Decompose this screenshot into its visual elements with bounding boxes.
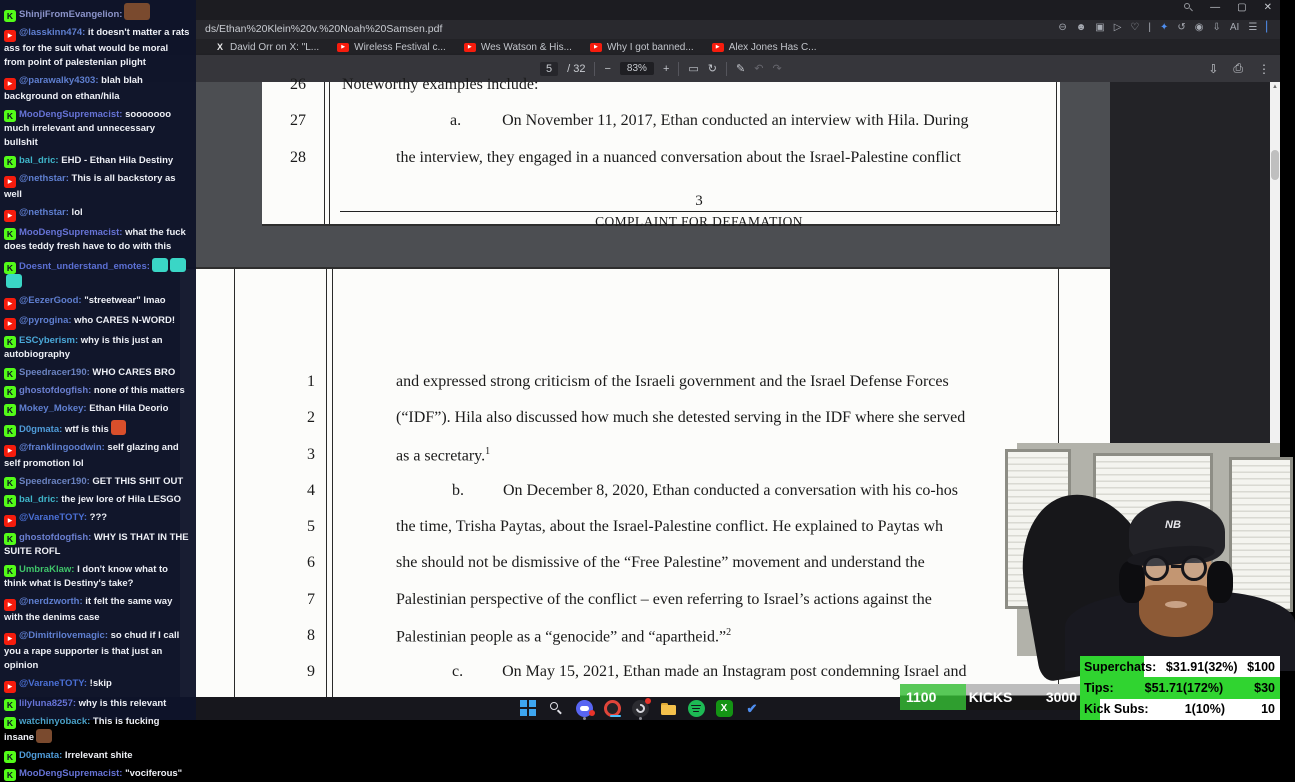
- tab-search-icon[interactable]: [1184, 3, 1193, 12]
- chat-text: I don't know what to think what is Destiny's take?: [4, 564, 168, 589]
- bookmark-label: Alex Jones Has C...: [728, 41, 817, 53]
- chat-message[interactable]: [4, 26, 191, 70]
- stat-value: 1(10%): [1184, 702, 1225, 717]
- document-text: Noteworthy examples include:: [342, 76, 539, 93]
- bookmark-item[interactable]: [712, 42, 817, 53]
- kick-badge-icon: K: [4, 699, 16, 711]
- extension-icon[interactable]: ☰: [1248, 22, 1258, 33]
- bookmark-item[interactable]: [215, 42, 319, 53]
- document-line: [396, 149, 961, 167]
- chat-text: blah blah background on ethan/hila: [4, 75, 143, 102]
- chat-username[interactable]: @franklingoodwin:: [19, 442, 105, 453]
- zoom-level[interactable]: 83%: [620, 62, 654, 75]
- chat-username[interactable]: ShinjiFromEvangelion:: [19, 9, 123, 20]
- chat-text: the jew lore of Hila LESGO: [58, 494, 182, 505]
- line-number: 6: [307, 554, 315, 571]
- folder-icon[interactable]: [660, 700, 677, 717]
- chat-text: what the fuck does teddy fresh have to do with this: [4, 227, 186, 252]
- chat-username[interactable]: @VaraneTOTY:: [19, 512, 88, 523]
- document-text: On December 8, 2020, Ethan conducted a conversation with his co-hos: [503, 482, 958, 499]
- document-text: On November 11, 2017, Ethan conducted an interview with Hila. During: [502, 112, 969, 129]
- document-footer-title: COMPLAINT FOR DEFAMATION: [595, 214, 803, 229]
- line-number: 2: [307, 409, 315, 426]
- chat-text: This is all backstory as well: [4, 173, 176, 200]
- kick-badge-icon: K: [4, 495, 16, 507]
- x-favicon-icon: X: [216, 42, 223, 52]
- bookmark-label: Wireless Festival c...: [354, 41, 446, 53]
- kick-badge-icon: K: [4, 751, 16, 763]
- cap-logo: NB: [1165, 519, 1181, 531]
- chat-message[interactable]: [4, 493, 191, 507]
- scrollbar-thumb[interactable]: [1271, 150, 1279, 180]
- chat-emote-icon[interactable]: [152, 258, 168, 272]
- chat-message[interactable]: [4, 420, 191, 437]
- chat-emote-icon[interactable]: [170, 258, 186, 272]
- chat-message[interactable]: [4, 595, 191, 625]
- chat-text: EHD - Ethan Hila Destiny: [58, 155, 174, 166]
- obs-icon[interactable]: [632, 700, 649, 717]
- kick-badge-icon: K: [4, 110, 16, 122]
- stat-row: [1080, 677, 1280, 698]
- chat-username[interactable]: MooDengSupremacist:: [19, 109, 123, 120]
- chat-username[interactable]: MooDengSupremacist:: [19, 227, 123, 238]
- chat-text: ???: [87, 512, 108, 523]
- document-line: [342, 76, 538, 94]
- bookmark-label: David Orr on X: "L...: [230, 41, 320, 53]
- chat-username[interactable]: ghostofdogfish:: [19, 385, 92, 396]
- extension-toolbar: [1058, 22, 1274, 33]
- chat-text: Ethan Hila Deorio: [86, 403, 169, 414]
- youtube-badge-icon: ▶: [4, 298, 16, 310]
- page-total-label: / 32: [567, 62, 586, 75]
- youtube-badge-icon: ▶: [4, 515, 16, 527]
- chat-overlay[interactable]: [0, 0, 196, 780]
- document-line: [396, 554, 925, 572]
- line-number: 26: [290, 76, 306, 93]
- chat-username[interactable]: MooDengSupremacist:: [19, 768, 123, 779]
- stat-goal: $100: [1247, 659, 1275, 674]
- document-line: as a secretary.$^1$: [396, 446, 491, 465]
- pdf-page-3: [262, 76, 1060, 229]
- line-number: 9: [307, 663, 315, 680]
- url-text[interactable]: ds/Ethan%20Klein%20v.%20Noah%20Samsen.pdf: [205, 23, 443, 35]
- chat-username[interactable]: ghostofdogfish:: [19, 532, 92, 543]
- chat-username[interactable]: UmbraKlaw:: [19, 564, 75, 575]
- document-text: Palestinian people as a “genocide” and “apartheid.”: [396, 628, 727, 646]
- line-number: 28: [290, 149, 306, 166]
- stat-value: $51.71(172%): [1144, 680, 1224, 695]
- chat-username[interactable]: Speedracer190:: [19, 476, 90, 487]
- youtube-badge-icon: ▶: [4, 681, 16, 693]
- youtube-badge-icon: ▶: [4, 633, 16, 645]
- chat-username[interactable]: @VaraneTOTY:: [19, 678, 88, 689]
- scroll-up-icon[interactable]: ▲: [1272, 84, 1278, 90]
- document-line: [450, 112, 969, 130]
- chat-message[interactable]: [4, 258, 191, 290]
- undo-icon: ↶: [754, 63, 764, 75]
- bookmark-item[interactable]: [464, 42, 572, 53]
- chat-username[interactable]: Mokey_Mokey:: [19, 403, 87, 414]
- document-text: the interview, they engaged in a nuanced conversation about the Israel-Palestine conflict: [396, 149, 961, 166]
- youtube-badge-icon: ▶: [4, 78, 16, 90]
- chat-username[interactable]: Speedracer190:: [19, 367, 90, 378]
- line-number: 5: [307, 518, 315, 535]
- chat-username[interactable]: ESCyberism:: [19, 335, 79, 346]
- chat-message[interactable]: [4, 531, 191, 559]
- chat-username[interactable]: @nerdzworth:: [19, 596, 83, 607]
- youtube-favicon-icon: ▶: [712, 43, 724, 52]
- page-number-footer: 3: [695, 193, 703, 209]
- chat-message[interactable]: [4, 3, 191, 22]
- stat-goal: $30: [1254, 680, 1275, 695]
- chat-message[interactable]: [4, 294, 191, 310]
- chat-text: GET THIS SHIT OUT: [89, 476, 184, 487]
- stat-label: Kick Subs:: [1084, 702, 1149, 717]
- chat-text: so chud if I call you a rape supporter is that just an opinion: [4, 630, 180, 671]
- chat-emote-icon[interactable]: [6, 274, 22, 288]
- kick-badge-icon: K: [4, 477, 16, 489]
- chat-username[interactable]: lilyluna8257:: [19, 698, 77, 709]
- chat-username[interactable]: @pyrogina:: [19, 315, 72, 326]
- extension-icon[interactable]: ▣: [1095, 22, 1105, 33]
- kick-badge-icon: K: [4, 769, 16, 781]
- chat-message[interactable]: [4, 629, 191, 673]
- document-text: (“IDF”). Hila also discussed how much she detested serving in the IDF where she served: [396, 409, 966, 426]
- document-text: as a secretary.: [396, 447, 486, 465]
- chat-message[interactable]: [4, 74, 191, 104]
- chat-message[interactable]: [4, 384, 191, 398]
- split-toolbar-icon: ▏: [1266, 22, 1274, 33]
- chat-text: sooooooo much irrelevant and unnecessary bullshit: [4, 109, 172, 148]
- youtube-badge-icon: ▶: [4, 176, 16, 188]
- zoom-out-button[interactable]: −: [604, 62, 611, 75]
- maximize-button[interactable]: ▢: [1237, 2, 1247, 13]
- line-number: 7: [307, 591, 315, 608]
- line-number: 4: [307, 482, 315, 499]
- chat-emote-icon[interactable]: [36, 729, 52, 743]
- kick-badge-icon: K: [4, 156, 16, 168]
- extension-icon[interactable]: ⊖: [1058, 22, 1067, 33]
- streamer-beard: [1139, 585, 1213, 637]
- streamer-mouth: [1165, 601, 1187, 608]
- chat-text: "vociferous": [122, 768, 183, 779]
- chat-text: lol: [68, 207, 83, 218]
- chat-username[interactable]: bal_dric:: [19, 494, 59, 505]
- extension-icon[interactable]: ◉: [1194, 22, 1204, 33]
- bookmark-item[interactable]: [590, 42, 694, 53]
- kick-badge-icon: K: [4, 425, 16, 437]
- chat-username[interactable]: D0gmata:: [19, 750, 63, 761]
- chat-text: why is this just an autobiography: [4, 335, 163, 360]
- chat-text: This is fucking insane: [4, 716, 160, 743]
- download-icon[interactable]: ⇩: [1208, 61, 1219, 76]
- kick-badge-icon: K: [4, 262, 16, 274]
- chat-message[interactable]: [4, 402, 191, 416]
- chat-emote-icon[interactable]: [111, 420, 126, 435]
- window-blinds: [1229, 457, 1293, 612]
- document-text: the time, Trisha Paytas, about the Israel-Palestine conflict. He explained to Paytas wh: [396, 518, 943, 535]
- chat-text: who CARES N-WORD!: [71, 315, 175, 326]
- chat-username[interactable]: @EezerGood:: [19, 295, 82, 306]
- kick-badge-icon: K: [4, 386, 16, 398]
- rotate-icon[interactable]: ↻: [707, 63, 717, 75]
- more-options-icon[interactable]: ⋮: [1258, 61, 1270, 76]
- print-icon[interactable]: ⎙: [1233, 61, 1243, 75]
- line-number: 1: [307, 373, 315, 390]
- bookmark-label: Why I got banned...: [606, 41, 694, 53]
- kick-badge-icon: K: [4, 565, 16, 577]
- stat-goal: 10: [1261, 702, 1275, 717]
- chat-text: Irrelevant shite: [62, 750, 133, 761]
- stat-row: [1080, 699, 1280, 720]
- pdf-page-4: [180, 267, 1110, 720]
- stat-label: Tips:: [1084, 680, 1114, 695]
- xbox-icon[interactable]: X: [716, 700, 733, 717]
- kick-badge-icon: K: [4, 228, 16, 240]
- extension-icon[interactable]: ☻: [1075, 22, 1087, 33]
- chat-message[interactable]: [4, 475, 191, 489]
- chat-text: none of this matters: [91, 385, 185, 396]
- chat-username[interactable]: @lasskinn474:: [19, 27, 86, 38]
- discord-icon[interactable]: [576, 700, 593, 717]
- chat-username[interactable]: @Dimitrilovemagic:: [19, 630, 108, 641]
- chat-list[interactable]: [4, 3, 191, 781]
- chat-text: it doesn't matter a rats ass for the suit what would be moral from point of palestenian plight: [4, 27, 190, 68]
- youtube-favicon-icon: ▶: [337, 43, 349, 52]
- chat-username[interactable]: bal_dric:: [19, 155, 59, 166]
- kicks-goal-bar: [900, 684, 1081, 710]
- chat-username[interactable]: @parawalky4303:: [19, 75, 99, 86]
- kick-badge-icon: K: [4, 717, 16, 729]
- chat-message[interactable]: [4, 334, 191, 362]
- chat-text: self glazing and self promotion lol: [4, 442, 179, 469]
- youtube-badge-icon: ▶: [4, 30, 16, 42]
- chat-text: it felt the same way with the denims case: [4, 596, 173, 623]
- line-number: 8: [307, 627, 315, 644]
- youtube-badge-icon: ▶: [4, 599, 16, 611]
- glasses-bridge: [1171, 565, 1183, 568]
- chat-message[interactable]: [4, 172, 191, 202]
- chat-message[interactable]: [4, 226, 191, 254]
- glasses-right-lens: [1181, 555, 1207, 581]
- operagx-icon[interactable]: [604, 700, 621, 717]
- bookmark-item[interactable]: [337, 42, 446, 53]
- document-line: [396, 409, 965, 427]
- list-item-label: a.: [450, 112, 462, 129]
- stream-side-panel: [1110, 82, 1270, 443]
- chat-message[interactable]: [4, 563, 191, 591]
- chat-message[interactable]: [4, 366, 191, 380]
- kick-badge-icon: K: [4, 10, 16, 22]
- chat-message[interactable]: [4, 108, 191, 150]
- chat-message[interactable]: [4, 715, 191, 745]
- document-line: [452, 663, 966, 681]
- annotate-icon[interactable]: ✎: [736, 63, 746, 75]
- chat-message[interactable]: [4, 767, 191, 781]
- redo-icon: ↷: [772, 63, 782, 75]
- headphone-left: [1119, 561, 1145, 603]
- extension-icon[interactable]: ↺: [1177, 22, 1186, 33]
- document-text: she should not be dismissive of the “Free Palestine” movement and understand the: [396, 554, 925, 571]
- chat-message[interactable]: [4, 511, 191, 527]
- document-text: and expressed strong criticism of the Israeli government and the Israel Defense Forces: [396, 373, 949, 390]
- close-button[interactable]: ✕: [1263, 2, 1272, 13]
- zoom-in-button[interactable]: +: [662, 62, 670, 75]
- page-number-input[interactable]: 5: [540, 62, 558, 76]
- stat-label: Superchats:: [1084, 659, 1157, 674]
- stat-value: $31.91(32%): [1165, 659, 1238, 674]
- kick-badge-icon: K: [4, 404, 16, 416]
- search-icon[interactable]: [548, 700, 565, 717]
- chat-text: !skip: [87, 678, 112, 689]
- chat-text: WHY IS THAT IN THE SUITE ROFL: [4, 532, 189, 557]
- kick-badge-icon: K: [4, 533, 16, 545]
- document-line: [452, 482, 958, 500]
- spotify-icon[interactable]: [688, 700, 705, 717]
- start-icon[interactable]: [520, 700, 537, 717]
- chat-message[interactable]: [4, 441, 191, 471]
- youtube-favicon-icon: ▶: [590, 43, 602, 52]
- chat-text: why is this relevant: [76, 698, 167, 709]
- kick-badge-icon: K: [4, 368, 16, 380]
- notification-badge: [645, 698, 651, 704]
- document-line: [396, 518, 943, 536]
- extension-icon[interactable]: ✦: [1159, 22, 1169, 33]
- kicks-goal: 3000: [1045, 689, 1077, 705]
- kicks-current: 1100: [906, 689, 937, 705]
- youtube-badge-icon: ▶: [4, 210, 16, 222]
- chat-text: wtf is this: [62, 424, 109, 435]
- webcam-feed: [1017, 443, 1280, 656]
- chat-text: "streetwear" lmao: [81, 295, 166, 306]
- extension-icon[interactable]: |: [1148, 22, 1151, 33]
- stat-row: [1080, 656, 1280, 677]
- chat-username[interactable]: watchinyoback:: [19, 716, 91, 727]
- glasses-left-lens: [1143, 555, 1169, 581]
- donation-stats-overlay: [1080, 656, 1280, 720]
- chat-message[interactable]: [4, 154, 191, 168]
- headphone-right: [1207, 561, 1233, 603]
- document-text: On May 15, 2021, Ethan made an Instagram post condemning Israel and: [502, 663, 967, 680]
- chat-emote-icon[interactable]: [124, 3, 150, 20]
- youtube-badge-icon: ▶: [4, 318, 16, 330]
- list-item-label: c.: [452, 663, 464, 680]
- notification-badge: [589, 710, 595, 716]
- chat-message[interactable]: [4, 677, 191, 693]
- chat-message[interactable]: [4, 206, 191, 222]
- fit-page-icon[interactable]: ▭: [688, 63, 699, 75]
- extension-icon[interactable]: AI: [1229, 22, 1240, 33]
- chat-username[interactable]: D0gmata:: [19, 424, 63, 435]
- chat-message[interactable]: [4, 697, 191, 711]
- document-line: [396, 373, 949, 391]
- chat-username[interactable]: Doesnt_understand_emotes:: [19, 261, 150, 272]
- chat-message[interactable]: [4, 314, 191, 330]
- chat-message[interactable]: [4, 749, 191, 763]
- document-line: Palestinian people as a “genocide” and “apartheid.”$^2$: [396, 627, 732, 646]
- kick-badge-icon: K: [4, 336, 16, 348]
- chat-username[interactable]: @nethstar:: [19, 173, 69, 184]
- youtube-favicon-icon: ▶: [464, 43, 476, 52]
- document-line: [396, 591, 932, 609]
- youtube-badge-icon: ▶: [4, 445, 16, 457]
- document-text: Palestinian perspective of the conflict – even referring to Israel’s actions against the: [396, 591, 932, 608]
- line-number: 3: [307, 446, 315, 463]
- extension-icon[interactable]: ▷: [1113, 22, 1122, 33]
- minimize-button[interactable]: —: [1210, 2, 1221, 13]
- extension-icon[interactable]: ♡: [1130, 22, 1140, 33]
- list-item-label: b.: [452, 482, 464, 499]
- kicks-label: KICKS: [968, 689, 1013, 705]
- chat-username[interactable]: @nethstar:: [19, 207, 69, 218]
- check-icon[interactable]: ✔: [746, 700, 758, 716]
- bookmark-label: Wes Watson & His...: [480, 41, 572, 53]
- chat-text: WHO CARES BRO: [89, 367, 176, 378]
- extension-icon[interactable]: ⇩: [1212, 22, 1221, 33]
- line-number: 27: [290, 112, 306, 129]
